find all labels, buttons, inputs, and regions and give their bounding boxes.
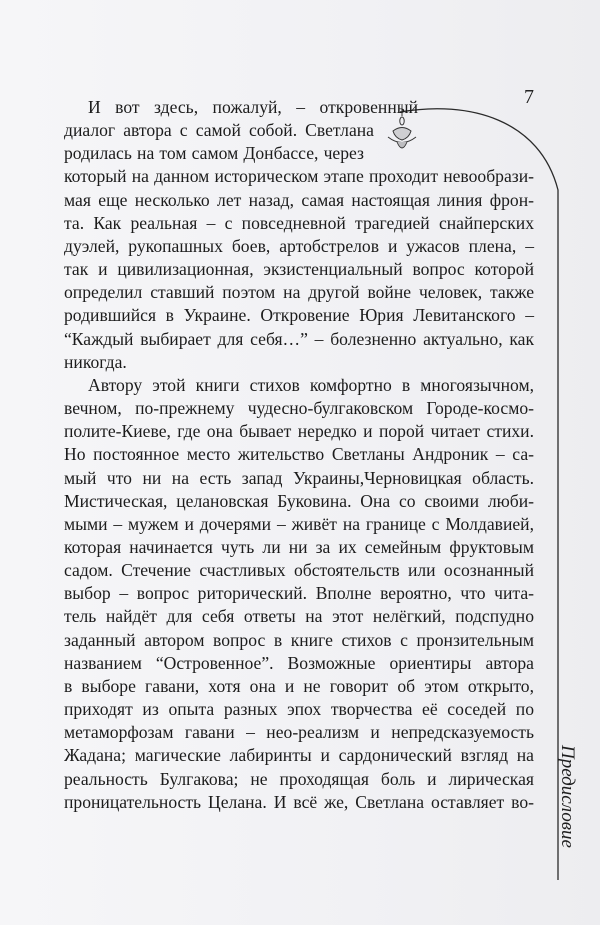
text-line: мый что ни на есть запад Украины,Черновицкая область. <box>64 467 534 488</box>
text-line: который на данном историческом этапе проходит невообрази- <box>64 166 534 187</box>
text-line: садом. Стечение счастливых обстоятельств или осознанный <box>64 560 534 581</box>
text-line: “Каждый выбирает для себя…” – болезненно актуально, как <box>64 328 534 349</box>
text-line: заданный автором вопрос в книге стихов с пронзительным <box>64 629 534 650</box>
text-line: Но постоянное место жительство Светланы Андроник – са- <box>64 444 534 465</box>
text-line: мыми – мужем и дочерями – живёт на границе с Молдавией, <box>64 513 534 534</box>
text-line: определил ставший поэтом на другой войне человек, также <box>64 282 534 303</box>
text-line: диалог автора с самой собой. Светлана <box>64 120 374 141</box>
text-line: родившийся в Украине. Откровение Юрия Левитанского – <box>64 305 534 326</box>
text-line: полите-Киеве, где она бывает нередко и порой читает стихи. <box>64 421 534 442</box>
text-line: реальность Булгакова; не проходящая боль и лирическая <box>64 768 534 789</box>
text-line: выбор – вопрос риторический. Вполне вероятно, что чита- <box>64 583 534 604</box>
text-line: приходят из опыта разных эпох творчества её соседей по <box>64 699 534 720</box>
text-line: вечном, по-прежнему чудесно-булгаковском Городе-космо- <box>64 398 534 419</box>
text-line: Мистическая, целановская Буковина. Она со своими люби- <box>64 490 534 511</box>
body-text <box>64 96 534 814</box>
running-head-section-title: Предисловие <box>557 745 578 848</box>
text-line: проницательность Целана. И всё же, Светлана оставляет во- <box>64 791 534 812</box>
text-line: в выборе гавани, хотя она и не говорит об этом открыто, <box>64 675 534 696</box>
text-line: И вот здесь, пожалуй, – откровенный <box>88 97 418 117</box>
text-line: названием “Островенное”. Возможные ориентиры автора <box>64 652 534 673</box>
text-line: тель найдёт для себя ответы на этот нелёгкий, подспудно <box>64 606 534 627</box>
text-line: так и цивилизационная, экзистенциальный вопрос которой <box>64 259 534 280</box>
text-line: дуэлей, рукопашных боев, артобстрелов и ужасов плена, – <box>64 235 534 256</box>
page-number: 7 <box>524 86 534 108</box>
text-line: Жадана; магические лабиринты и сардонический взгляд на <box>64 745 534 766</box>
text-line: мая еще несколько лет назад, самая настоящая линия фрон- <box>64 189 534 210</box>
text-line: та. Как реальная – с повседневной трагедией снайперских <box>64 212 534 233</box>
text-line: метаморфозам гавани – нео-реализм и непредсказуемость <box>64 722 534 743</box>
text-line: Автору этой книги стихов комфортно в многоязычном, <box>88 374 534 395</box>
text-line: никогда. <box>64 351 127 372</box>
text-line: родилась на том самом Донбассе, через <box>64 143 364 164</box>
text-line: которая начинается чуть ли ни за их семейным фруктовым <box>64 536 534 557</box>
